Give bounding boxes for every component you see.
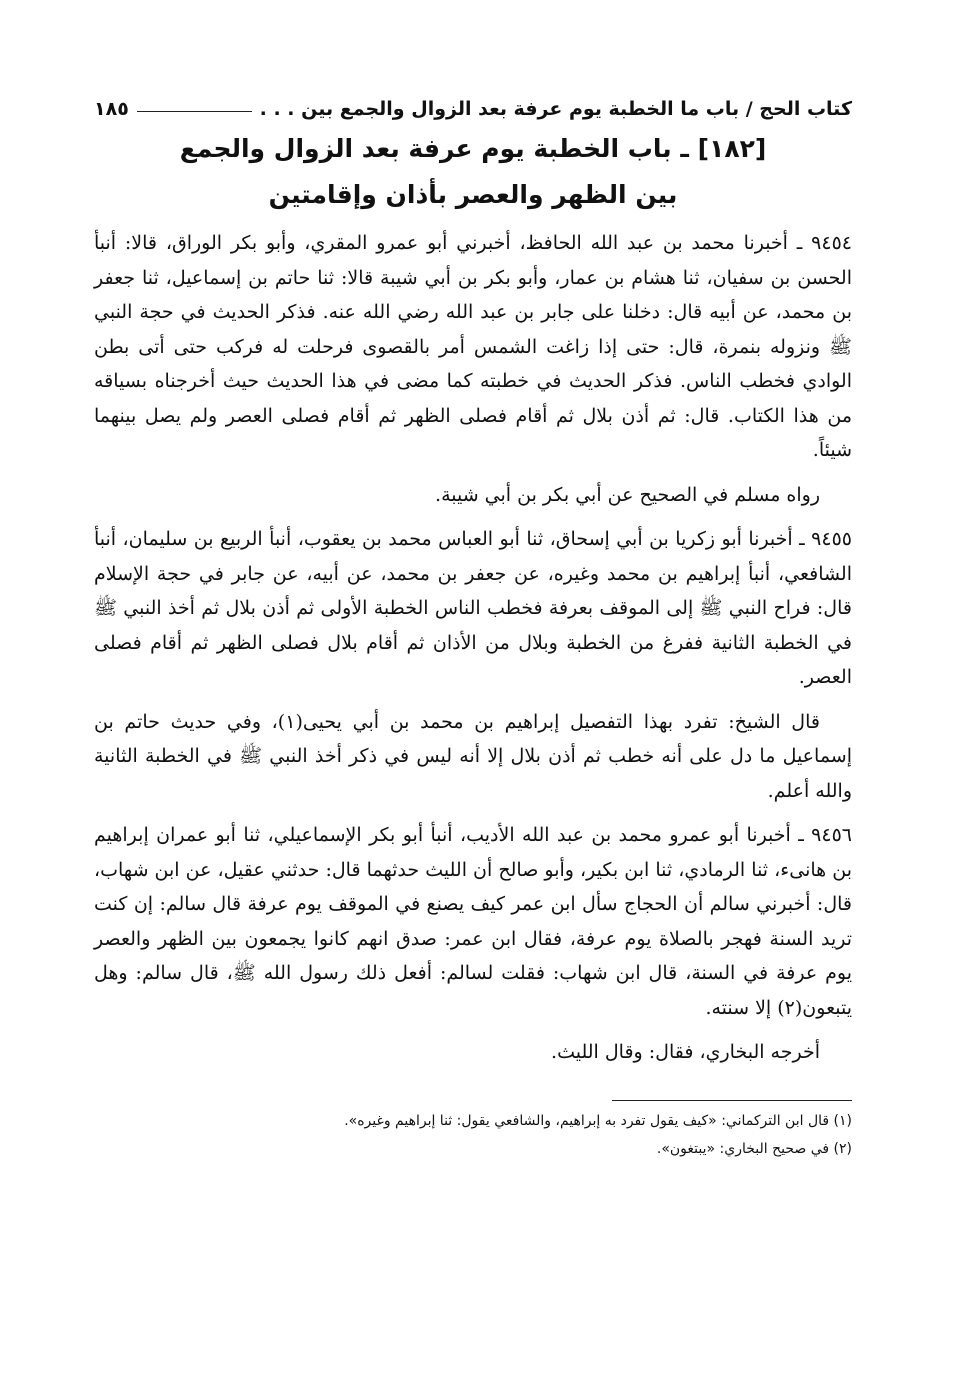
hadith-9454: ٩٤٥٤ ـ أخبرنا محمد بن عبد الله الحافظ، أخبرني أبو عمرو المقري، وأبو بكر الوراق، قالا: أنبأ الحسن بن سفيان، ثنا هشام بن عمار، وأبو بكر بن أبي شيبة قالا: ثنا حاتم بن إسماعيل، ثنا جعفر بن محمد، عن أبيه قال: دخلنا على جابر بن عبد الله رضي الله عنه. فذكر الحديث في حجة النبي ﷺ ونزوله بنمرة، قال: حتى إذا زاغت الشمس أمر بالقصوى فرحلت له فركب حتى أتى بطن الوادي فخطب الناس. فذكر الحديث في خطبته كما مضى في هذا الحديث حيث أخرجناه بسياقه من هذا الكتاب. قال: ثم أذن بلال ثم أقام فصلى الظهر ثم أقام فصلى العصر ولم يصل بينهما شيئاً. <box>94 232 853 461</box>
hadith-9456: ٩٤٥٦ ـ أخبرنا أبو عمرو محمد بن عبد الله الأديب، أنبأ أبو بكر الإسماعيلي، ثنا أبو عمران إبراهيم بن هانىء، ثنا الرمادي، ثنا ابن بكير، وأبو صالح أن الليث حدثهما قال: حدثني عقيل، عن ابن شهاب، قال: أخبرني سالم أن الحجاج سأل ابن عمر كيف يصنع في الموقف يوم عرفة قال سالم: إن كنت تريد السنة فهجر بالصلاة يوم عرفة، فقال ابن عمر: صدق انهم كانوا يجمعون بين الظهر والعصر يوم عرفة في السنة، قال ابن شهاب: فقلت لسالم: أفعل ذلك رسول الله ﷺ، قال سالم: وهل يتبعون(٢) إلا سنته. <box>94 824 852 1019</box>
page-number: ١٨٥ <box>94 98 129 120</box>
header-leader-line <box>137 111 252 112</box>
book-page <box>94 80 852 1163</box>
bukhari-note: أخرجه البخاري، فقال: وقال الليث. <box>551 1041 820 1063</box>
chapter-title-line-1: [١٨٢] ـ باب الخطبة يوم عرفة بعد الزوال والجمع <box>179 134 767 163</box>
footnote-divider <box>612 1100 852 1101</box>
narration-note: رواه مسلم في الصحيح عن أبي بكر بن أبي شيبة. <box>435 483 820 506</box>
chapter-title-line-2: بين الظهر والعصر بأذان وإقامتين <box>268 180 678 209</box>
footnote-1: (١) قال ابن التركماني: «كيف يقول تفرد به إبراهيم، والشافعي يقول: ثنا إبراهيم وغيره». <box>344 1112 852 1129</box>
hadith-9455: ٩٤٥٥ ـ أخبرنا أبو زكريا بن أبي إسحاق، ثنا أبو العباس محمد بن يعقوب، أنبأ الربيع بن سليمان، أنبأ الشافعي، أنبأ إبراهيم بن محمد وغيره، عن جعفر بن محمد، عن أبيه، عن جابر في حجة الإسلام قال: فراح النبي ﷺ إلى الموقف بعرفة فخطب الناس الخطبة الأولى ثم أذن بلال ثم أخذ النبي ﷺ في الخطبة الثانية ففرغ من الخطبة وبلال من الأذان ثم أقام بلال فصلى الظهر ثم أقام فصلى العصر. <box>94 528 852 688</box>
running-header <box>94 80 852 120</box>
footnote-2: (٢) في صحيح البخاري: «يبتغون». <box>656 1140 852 1157</box>
sheikh-comment: قال الشيخ: تفرد بهذا التفصيل إبراهيم بن محمد بن أبي يحيى(١)، وفي حديث حاتم بن إسماعيل ما دل على أنه خطب ثم أذن بلال إلا أنه ليس في ذكر أخذ النبي ﷺ في الخطبة الثانية والله أعلم. <box>94 710 852 802</box>
chapter-title <box>94 126 852 218</box>
main-text <box>94 226 852 1070</box>
running-title: كتاب الحج / باب ما الخطبة يوم عرفة بعد الزوال والجمع بين . . . <box>259 98 852 120</box>
footnotes <box>94 1107 852 1163</box>
